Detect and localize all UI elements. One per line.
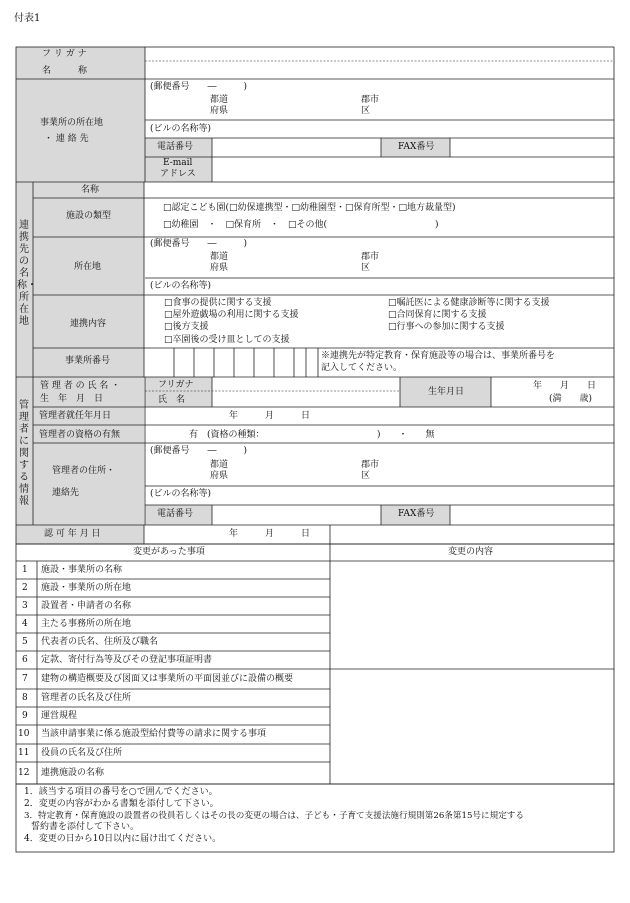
change-content-field[interactable] [331,562,613,668]
change-item-row[interactable] [16,579,330,597]
email-label: E-mail [163,158,193,168]
name-label: 名 称 [42,66,88,76]
change-item-number[interactable]: 6 [22,654,28,665]
manager-postal-field[interactable]: (郵便番号 ― ) [150,446,248,456]
partner-building-field[interactable]: (ビルの名称等) [150,281,212,291]
fax-label: FAX番号 [398,142,435,152]
manager-todofuken-label: 都道 [210,460,229,470]
change-item-row[interactable] [16,744,330,762]
change-item-row[interactable] [16,669,330,689]
change-item-row[interactable] [16,651,330,669]
office-number-label: 事業所番号 [65,356,111,366]
building-name-field[interactable]: (ビルの名称等) [150,124,212,134]
changes-col1-header: 変更があった事項 [133,547,205,557]
manager-name-label: 管 理 者 の 氏 名 ・ [40,381,121,391]
coop-item[interactable]: □行事への参加に関する支援 [388,322,505,332]
facility-type-option-2[interactable]: □幼稚園 ・ □保育所 ・ □その他( ) [163,220,439,230]
change-item-row[interactable] [16,725,330,744]
manager-phone-label: 電話番号 [157,509,194,519]
change-content-field-2[interactable] [331,670,613,783]
partner-todofuken-label-2: 府県 [210,263,229,273]
approval-date-field[interactable]: 年 月 日 [229,529,311,539]
change-item-row[interactable] [16,633,330,651]
manager-address-label: 管理者の住所・ [52,466,116,476]
manager-todofuken-label-2: 府県 [210,471,229,481]
page-label: 付表1 [14,13,41,24]
manager-gunshi-label: 郡市 [361,460,380,470]
manager-birth-label: 生 年 月 日 [40,394,104,404]
facility-type-option-1[interactable]: □認定こども園(□幼保連携型・□幼稚園型・□保育所型・□地方裁量型) [163,203,456,213]
note-item: 4．変更の日から10日以内に届け出てください。 [24,834,222,844]
partner-todofuken-label: 都道 [210,252,229,262]
furigana-label: フリガナ [158,380,194,390]
change-item-number[interactable]: 1 [22,564,28,575]
note-item: 3．特定教育・保育施設の設置者の役員若しくはその長の変更の場合は、子ども・子育て支援法施行規則第26条第15号に規定する [24,811,524,821]
manager-contact-label: 連絡先 [52,488,80,498]
todofuken-label-2: 府県 [210,106,229,116]
change-item-text: 管理者の氏名及び住所 [41,692,132,703]
approval-date-label: 認 可 年 月 日 [44,529,101,539]
change-item-row[interactable] [16,707,330,725]
note-item: 2．変更の内容がわかる書類を添付して下さい。 [24,799,219,809]
cooperation-label: 連携内容 [70,319,107,329]
ku-label: 区 [361,106,371,116]
coop-item[interactable]: □後方支援 [164,322,209,332]
birth-date-label: 生年月日 [428,387,465,397]
change-item-row[interactable] [16,762,330,784]
location-label: 事業所の所在地 [40,118,104,128]
manager-fax-label: FAX番号 [398,509,435,519]
qualification-label: 管理者の資格の有無 [39,430,121,440]
office-number-note-2: 記入してください。 [321,363,403,373]
todofuken-label: 都道 [210,95,229,105]
change-item-number[interactable]: 10 [18,729,30,739]
change-item-text: 主たる事務所の所在地 [41,618,132,629]
qualification-field[interactable]: 有 (資格の種類： ) ・ 無 [189,430,435,440]
appointment-date-label: 管理者就任年月日 [39,411,112,421]
partner-name-label: 名称 [81,185,100,195]
change-item-number[interactable]: 5 [22,636,28,647]
contact-label: ・ 連 絡 先 [44,134,89,144]
change-item-text: 施設・事業所の所在地 [41,582,132,593]
change-item-number[interactable]: 11 [18,747,30,758]
coop-item[interactable]: □嘱託医による健康診断等に関する支援 [388,298,550,308]
postal-code-field[interactable]: (郵便番号 ― ) [150,82,248,92]
coop-item[interactable]: □卒園後の受け皿としての支援 [164,335,290,345]
manager-side-label: 管理者に関する情報 [19,400,29,507]
change-item-row[interactable] [16,561,330,579]
change-item-text: 役員の氏名及び住所 [41,747,123,758]
changes-col2-header: 変更の内容 [448,547,494,557]
change-item-number[interactable]: 8 [22,692,28,703]
manager-ku-label: 区 [361,471,371,481]
change-item-number[interactable]: 9 [22,710,28,721]
phone-label: 電話番号 [157,142,194,152]
partner-postal-field[interactable]: (郵便番号 ― ) [150,239,248,249]
birth-date-field[interactable]: 年 月 日 [533,381,597,391]
coop-item[interactable]: □屋外遊戯場の利用に関する支援 [164,310,299,320]
change-item-text: 施設・事業所の名称 [41,564,123,575]
email-label-2: アドレス [160,169,196,179]
partner-side-label: 連携先の名称・所在地 [17,220,37,327]
gunshi-label: 郡市 [361,95,380,105]
appointment-date-field[interactable]: 年 月 日 [229,411,311,421]
coop-item[interactable]: □合同保育に関する支援 [388,310,487,320]
office-number-note: ※連携先が特定教育・保育施設等の場合は、事業所番号を [321,351,556,361]
partner-gunshi-label: 郡市 [361,252,380,262]
change-item-text: 設置者・申請者の名称 [41,600,132,611]
shimei-label: 氏 名 [158,395,186,405]
change-item-number[interactable]: 2 [22,582,28,593]
change-item-number[interactable]: 7 [22,673,28,684]
change-item-text: 建物の構造概要及び図面又は事業所の平面図並びに設備の概要 [41,673,294,684]
partner-ku-label: 区 [361,263,371,273]
coop-item[interactable]: □食事の提供に関する支援 [164,298,272,308]
change-item-row[interactable] [16,689,330,707]
furigana-label: フ リ ガ ナ [42,49,87,59]
partner-location-label: 所在地 [74,262,102,272]
note-item: 誓約書を添付して下さい。 [31,822,140,832]
facility-type-label: 施設の類型 [66,211,112,221]
change-item-number[interactable]: 12 [18,767,30,778]
change-item-row[interactable] [16,597,330,615]
age-field[interactable]: (満 歳) [549,394,593,404]
note-item: 1．該当する項目の番号を○で囲んでください。 [24,787,218,797]
change-item-number[interactable]: 3 [22,600,28,611]
change-item-row[interactable] [16,615,330,633]
change-item-text: 運営規程 [41,710,78,721]
change-item-text: 代表者の氏名、住所及び職名 [41,636,159,647]
change-item-number[interactable]: 4 [22,618,28,629]
change-item-text: 当該申請事業に係る施設型給付費等の請求に関する事項 [41,729,267,739]
change-item-text: 定款、寄付行為等及びその登記事項証明書 [41,654,213,665]
change-item-text: 連携施設の名称 [41,767,105,778]
manager-building-field[interactable]: (ビルの名称等) [150,489,212,499]
